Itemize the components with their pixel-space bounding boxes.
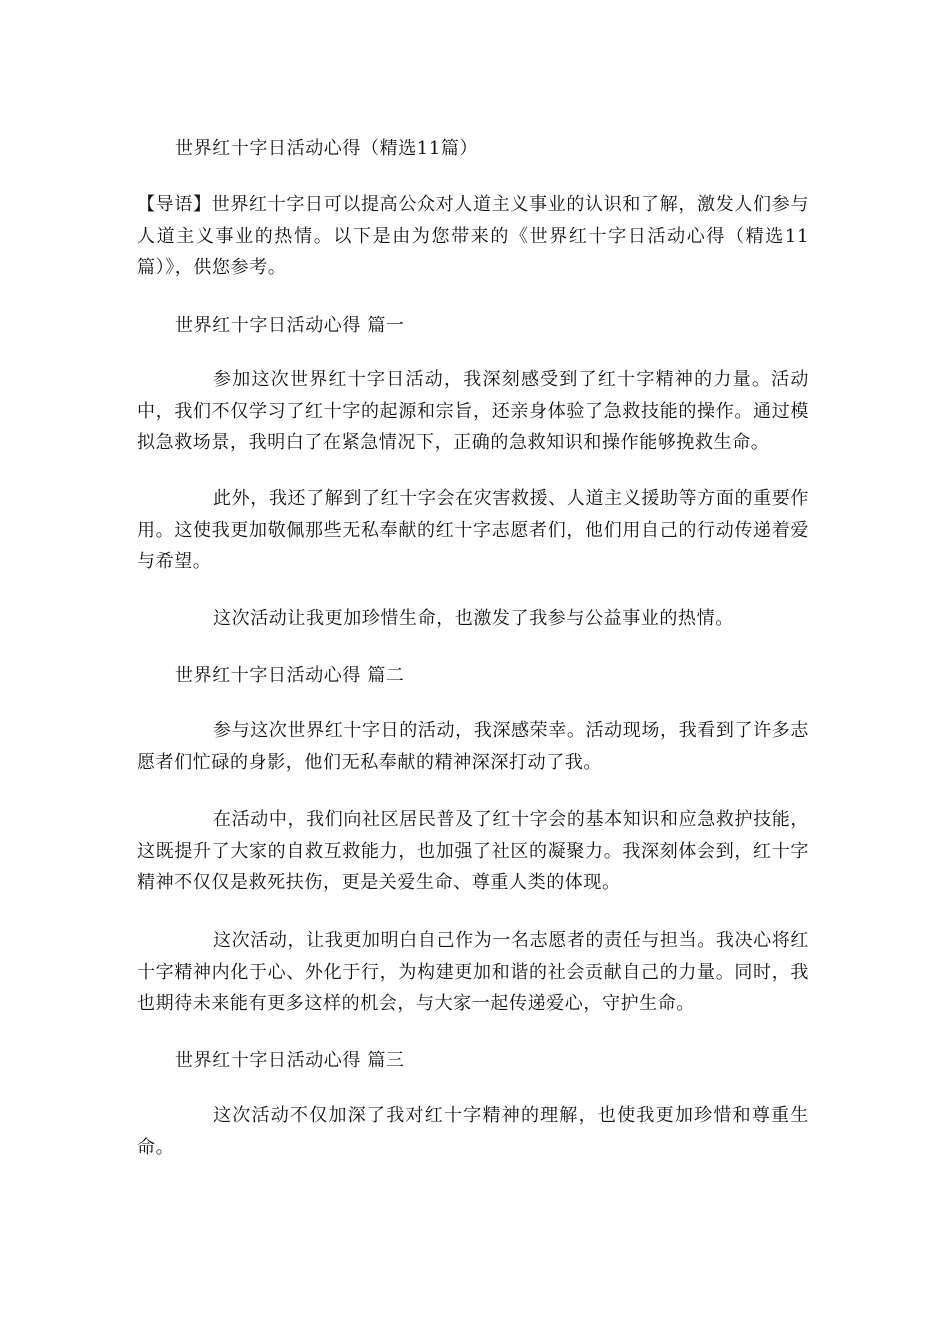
section-1-paragraph-2: 此外，我还了解到了红十字会在灾害救援、人道主义援助等方面的重要作用。这使我更加敬佩那些无私奉献的红十字志愿者们，他们用自己的行动传递着爱与希望。 xyxy=(137,488,809,572)
section-2-paragraph-1: 参与这次世界红十字日的活动，我深感荣幸。活动现场，我看到了许多志愿者们忙碌的身影，他们无私奉献的精神深深打动了我。 xyxy=(137,720,809,773)
section-heading-3: 世界红十字日活动心得 篇三 xyxy=(175,1050,405,1071)
document-title: 世界红十字日活动心得（精选11篇） xyxy=(175,138,479,159)
section-1-paragraph-3: 这次活动让我更加珍惜生命，也激发了我参与公益事业的热情。 xyxy=(213,608,734,629)
section-3-paragraph-1: 这次活动不仅加深了我对红十字精神的理解，也使我更加珍惜和尊重生命。 xyxy=(137,1105,809,1158)
section-heading-1: 世界红十字日活动心得 篇一 xyxy=(175,315,405,336)
section-2-paragraph-3: 这次活动，让我更加明白自己作为一名志愿者的责任与担当。我决心将红十字精神内化于心、外化于行，为构建更加和谐的社会贡献自己的力量。同时，我也期待未来能有更多这样的机会，与大家一起传递爱心，守护生命。 xyxy=(137,930,809,1014)
section-heading-2: 世界红十字日活动心得 篇二 xyxy=(175,665,405,686)
section-1-paragraph-1: 参加这次世界红十字日活动，我深刻感受到了红十字精神的力量。活动中，我们不仅学习了红十字的起源和宗旨，还亲身体验了急救技能的操作。通过模拟急救场景，我明白了在紧急情况下，正确的急救知识和操作能够挽救生命。 xyxy=(137,369,809,453)
section-2-paragraph-2: 在活动中，我们向社区居民普及了红十字会的基本知识和应急救护技能，这既提升了大家的自救互救能力，也加强了社区的凝聚力。我深刻体会到，红十字精神不仅仅是救死扶伤，更是关爱生命、尊重人类的体现。 xyxy=(137,809,809,893)
intro-paragraph: 【导语】世界红十字日可以提高公众对人道主义事业的认识和了解，激发人们参与人道主义事业的热情。以下是由为您带来的《世界红十字日活动心得（精选11篇）》，供您参考。 xyxy=(137,194,809,278)
